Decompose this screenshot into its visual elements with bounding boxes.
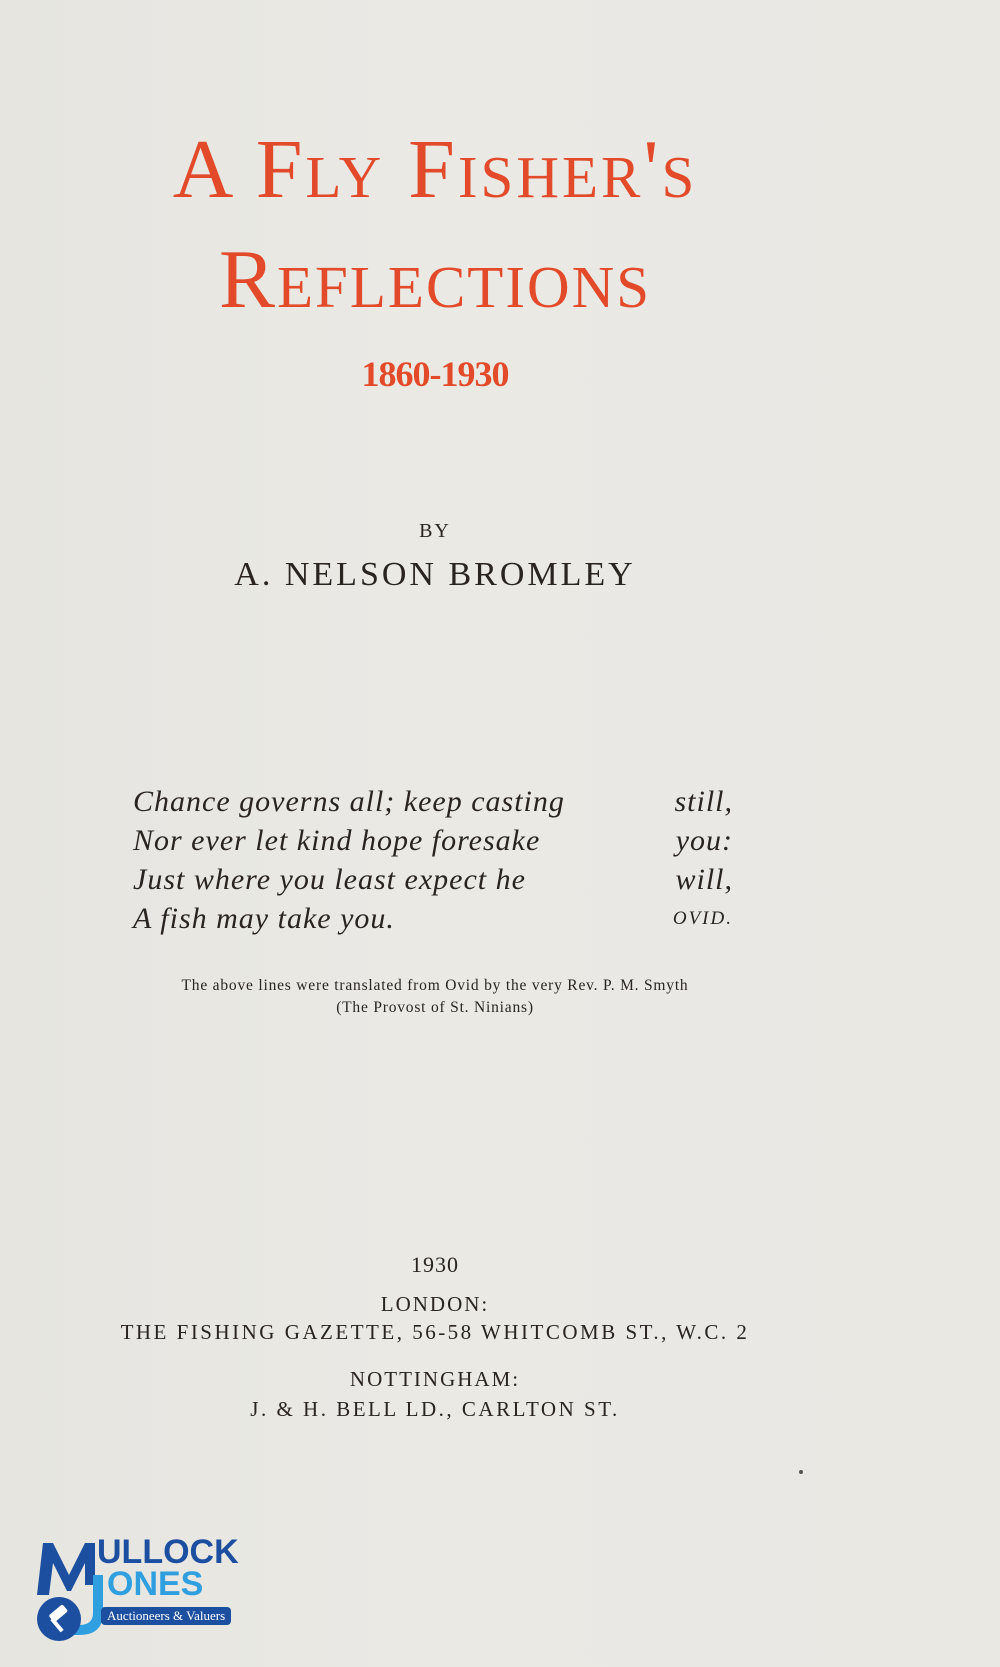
publication-year: 1930 <box>411 1252 459 1277</box>
city-london: LONDON: <box>380 1292 490 1316</box>
publisher-london: THE FISHING GAZETTE, 56-58 WHITCOMB ST., W.C. 2 <box>120 1320 750 1344</box>
logo-tagline: Auctioneers & Valuers <box>101 1607 231 1625</box>
by-label: BY <box>419 520 451 542</box>
epigraph-line: Chance governs all; keep casting still, <box>133 785 733 818</box>
watermark-logo <box>35 1535 255 1645</box>
paper-speck <box>799 1470 803 1474</box>
epigraph <box>133 782 733 938</box>
city-nottingham: NOTTINGHAM: <box>349 1367 521 1391</box>
logo-line-2: ONES <box>107 1565 204 1603</box>
epigraph-attribution: OVID. <box>672 908 733 929</box>
translation-note: The above lines were translated from Ovid by the very Rev. P. M. Smyth <box>181 977 689 994</box>
title-line-2: Reflections <box>218 233 652 326</box>
publisher-nottingham: J. & H. BELL LD., CARLTON ST. <box>250 1397 620 1421</box>
epigraph-line: A fish may take you. OVID. <box>133 899 733 938</box>
epigraph-line: Just where you least expect he will, <box>133 863 733 896</box>
epigraph-line: Nor ever let kind hope foresake you: <box>133 824 733 857</box>
logo-line-1: ULLOCK <box>97 1533 239 1571</box>
translation-note-2: (The Provost of St. Ninians) <box>336 999 534 1016</box>
years: 1860-1930 <box>361 354 509 394</box>
author: A. NELSON BROMLEY <box>234 556 636 593</box>
title-line-1: A Fly Fisher's <box>172 123 698 216</box>
